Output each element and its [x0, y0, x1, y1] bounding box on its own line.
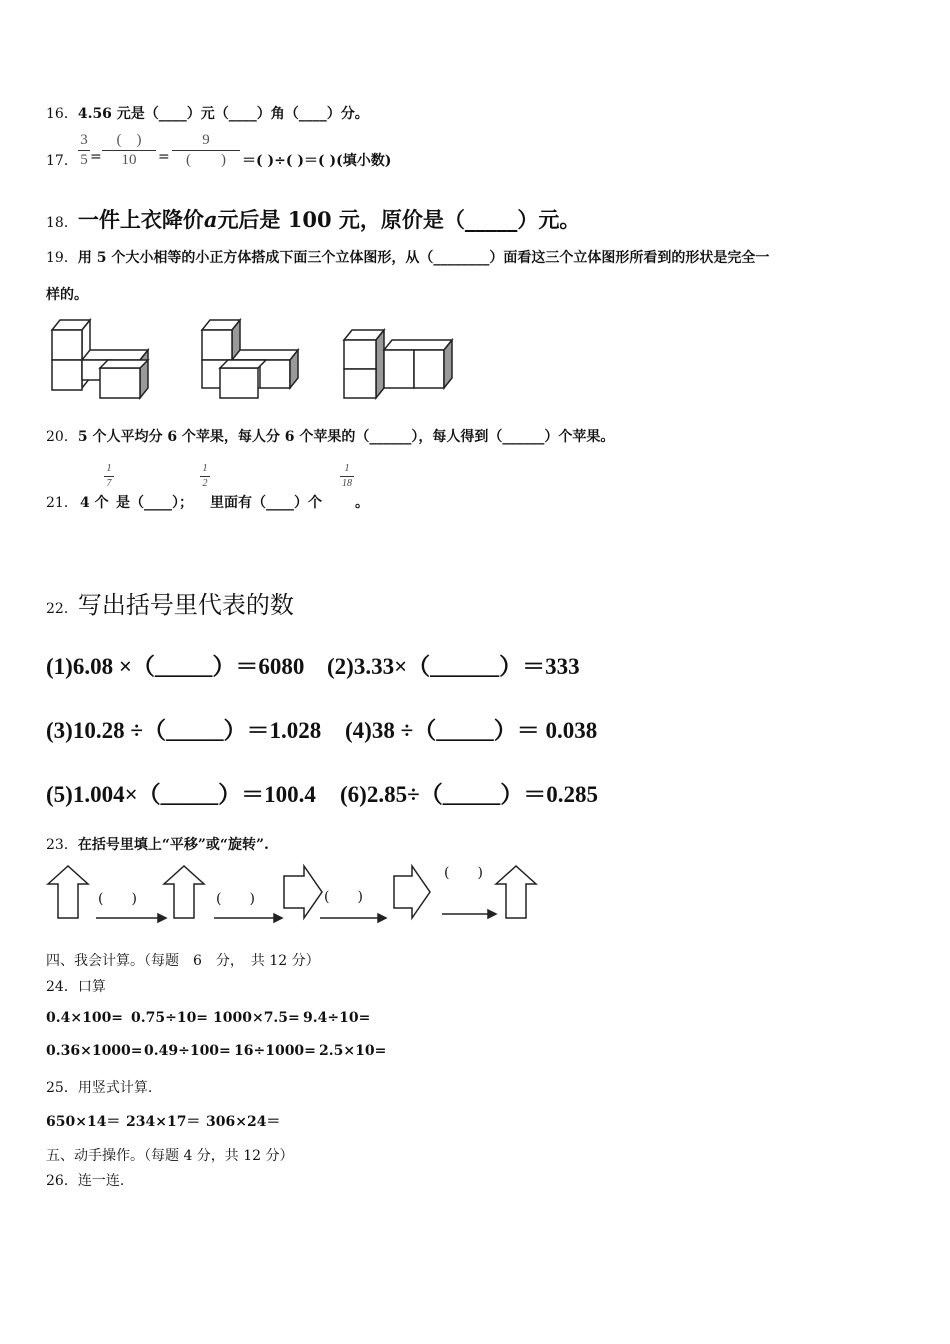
- equation-6: (6)2.85÷（_____）＝0.285: [340, 782, 598, 807]
- question-number: 22．: [46, 601, 78, 617]
- question-number: 24．: [46, 979, 78, 995]
- question-17-number: 17．: [46, 153, 78, 169]
- question-title: 写出括号里代表的数: [77, 591, 294, 619]
- question-number: 25．: [46, 1080, 78, 1096]
- cube-figure-2: [198, 316, 308, 406]
- question-21-part4: 。: [355, 495, 369, 511]
- question-25: 25．用竖式计算.: [46, 1080, 153, 1096]
- question-21-part1: 4 个: [80, 495, 109, 511]
- equals-sign: =: [158, 149, 170, 165]
- fraction-1-2: 1 2: [200, 464, 210, 489]
- calc-item: 0.75÷10=: [131, 1010, 209, 1026]
- blank-parenthesis-4: ( ): [444, 865, 483, 881]
- question-22-heading: [46, 585, 294, 620]
- question-21-part3: 里面有（____）个: [210, 495, 322, 511]
- question-19-line2: 样的。: [46, 287, 88, 303]
- fraction-1-7: 1 7: [104, 464, 114, 489]
- question-text-b: 元后是 100 元，原价是（_____）元。: [217, 207, 581, 232]
- question-20: 20．5 个人平均分 6 个苹果，每人分 6 个苹果的（______），每人得到（______）个苹果。: [46, 429, 615, 445]
- question-21-number: 21．: [46, 495, 78, 511]
- equation-4: (4)38 ÷（_____）＝ 0.038: [345, 718, 598, 743]
- question-24: 24．口算: [46, 979, 106, 995]
- question-text: 4.56 元是（____）元（____）角（____）分。: [77, 106, 369, 122]
- calc-item: 0.36×1000=: [46, 1043, 143, 1059]
- question-26: 26．连一连.: [46, 1173, 125, 1189]
- calc-item: 9.4÷10=: [303, 1010, 371, 1026]
- numerator: ( ): [116, 132, 142, 148]
- denominator: ( ): [186, 152, 226, 168]
- arrow-head: [488, 910, 496, 918]
- question-number: 18．: [46, 215, 78, 231]
- arrow-head: [158, 914, 166, 922]
- blank-parenthesis-1: ( ): [98, 891, 137, 907]
- question-text-a: 一件上衣降价: [77, 207, 204, 232]
- question-number: 26．: [46, 1173, 78, 1189]
- calc-item: 2.5×10=: [319, 1043, 387, 1059]
- up-arrow-shape: [48, 866, 88, 918]
- equals-sign: =: [90, 149, 102, 165]
- question-number: 20．: [46, 429, 78, 445]
- numerator: 9: [202, 132, 210, 148]
- up-arrow-shape: [164, 866, 204, 918]
- equation-2: (2)3.33×（______）＝333: [327, 654, 580, 679]
- question-18: [46, 204, 580, 234]
- question-number: 23．: [46, 837, 78, 853]
- blank-parenthesis-2: ( ): [216, 891, 255, 907]
- question-21-part2: 是（____）；: [116, 495, 193, 511]
- up-arrow-shape: [496, 866, 536, 918]
- equation-3: (3)10.28 ÷（_____）＝1.028: [46, 718, 322, 743]
- right-arrow-shape: [394, 866, 430, 918]
- cube-figure-3: [340, 316, 460, 406]
- calc-item: 16÷1000=: [234, 1043, 316, 1059]
- cube-figure-1: [48, 316, 158, 406]
- fraction-3-5: [78, 133, 90, 168]
- calc-item: 306×24＝: [206, 1114, 281, 1130]
- question-19-line1: 19．用 5 个大小相等的小正方体搭成下面三个立体图形，从（________）面看这三个立体图形所看到的形状是完全一: [46, 250, 770, 266]
- question-16: [46, 103, 369, 123]
- arrow-head: [378, 914, 386, 922]
- blank-parenthesis-3: ( ): [324, 889, 363, 905]
- equation-5: (5)1.004×（_____）＝100.4: [46, 782, 316, 807]
- arrow-head: [274, 914, 282, 922]
- fraction-blank-10: [102, 133, 156, 168]
- question-23: 23．在括号里填上“平移”或“旋转”.: [46, 837, 269, 853]
- denominator: 5: [80, 152, 88, 168]
- section-4-title: 四、我会计算。（每题 6 分， 共 12 分）: [46, 953, 320, 969]
- question-17-tail: ＝( )÷( )＝( )(填小数): [242, 153, 392, 169]
- numerator: 3: [80, 132, 88, 148]
- fraction-1-18: 1 18: [342, 463, 352, 489]
- equation-1: (1)6.08 ×（_____）＝6080: [46, 654, 305, 679]
- calc-item: 0.4×100=: [46, 1010, 124, 1026]
- section-5-title: 五、动手操作。（每题 4 分，共 12 分）: [46, 1148, 294, 1164]
- fraction-9-blank: [172, 133, 240, 168]
- calc-item: 650×14＝: [46, 1114, 121, 1130]
- calc-item: 0.49÷100=: [144, 1043, 231, 1059]
- calc-item: 1000×7.5=: [213, 1010, 300, 1026]
- denominator: 10: [121, 152, 137, 168]
- variable-a: a: [203, 207, 218, 232]
- right-arrow-shape: [284, 866, 322, 918]
- question-number: 19．: [46, 250, 78, 266]
- question-number: 16．: [46, 106, 78, 122]
- calc-item: 234×17＝: [126, 1114, 201, 1130]
